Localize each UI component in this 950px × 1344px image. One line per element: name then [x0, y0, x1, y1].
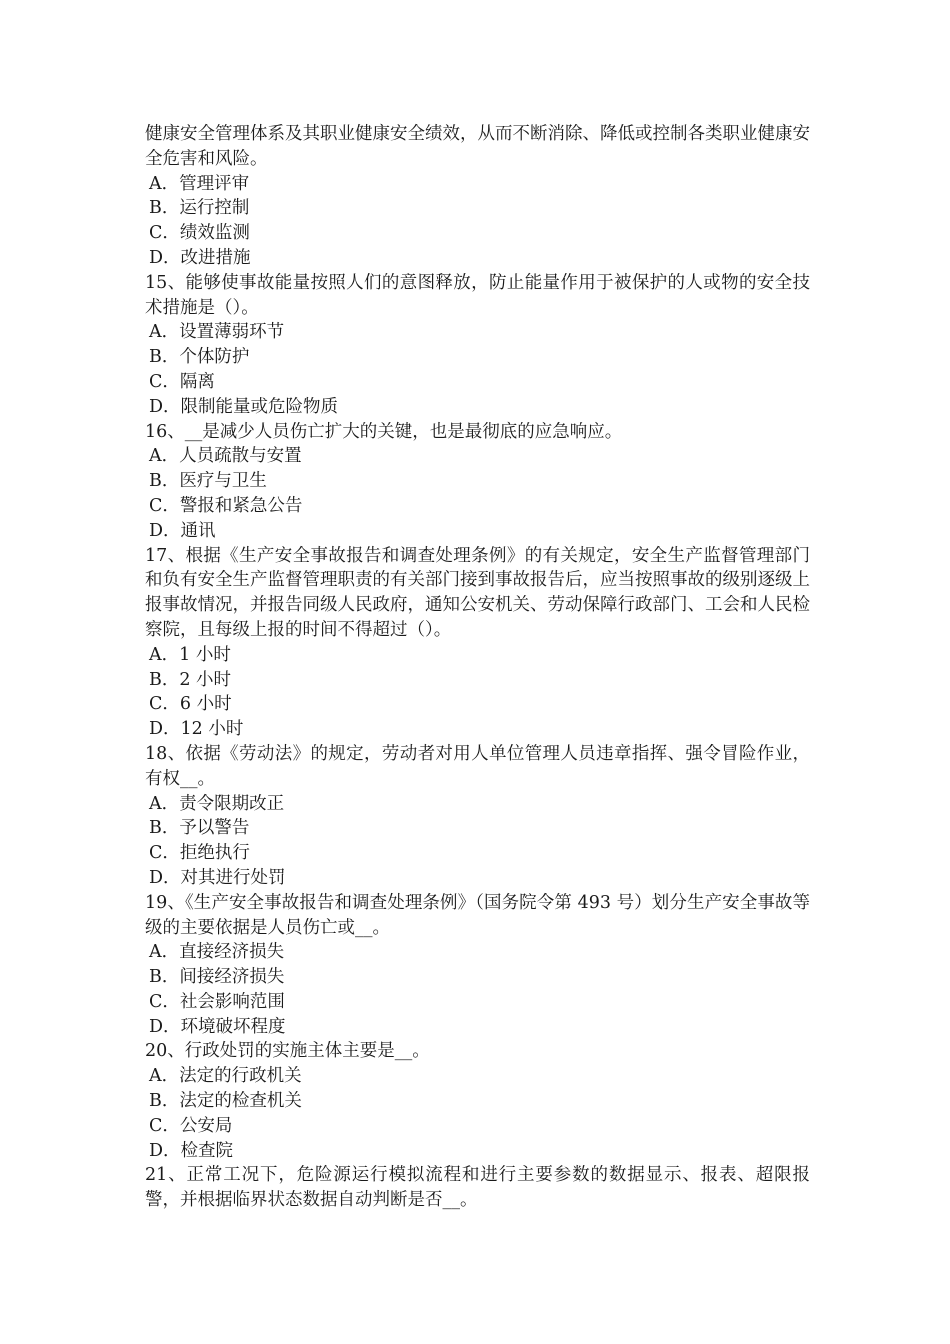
- question-text: 15、能够使事故能量按照人们的意图释放，防止能量作用于被保护的人或物的安全技术措施是（）。: [145, 272, 810, 318]
- question-17: [145, 544, 810, 742]
- option-d: D．环境破坏程度: [149, 1016, 286, 1037]
- option-a: A．责令限期改正: [149, 793, 285, 814]
- question-text: 21、正常工况下，危险源运行模拟流程和进行主要参数的数据显示、报表、超限报警，并根据临界状态数据自动判断是否__。: [145, 1165, 810, 1211]
- option-b: B．法定的检查机关: [149, 1091, 302, 1112]
- question-15: [145, 271, 810, 420]
- option-b: B．个体防护: [149, 347, 250, 368]
- document-page: [145, 122, 810, 1213]
- option-d: D．通讯: [149, 520, 216, 541]
- question-text: 16、__是减少人员伤亡扩大的关键，也是最彻底的应急响应。: [145, 421, 623, 442]
- intro-text: 健康安全管理体系及其职业健康安全绩效，从而不断消除、降低或控制各类职业健康安全危害和风险。: [145, 124, 810, 169]
- option-c: C．6 小时: [149, 694, 232, 715]
- option-c: C．公安局: [149, 1115, 233, 1136]
- question-21: [145, 1163, 810, 1213]
- option-d: D．检查院: [149, 1140, 234, 1161]
- option-d: D．对其进行处罚: [149, 867, 286, 888]
- option-d: D．限制能量或危险物质: [149, 396, 339, 417]
- question-text: 17、根据《生产安全事故报告和调查处理条例》的有关规定，安全生产监督管理部门和负有安全生产监督管理职责的有关部门接到事故报告后，应当按照事故的级别逐级上报事故情况，并报告同级人民政府，通知公安机关、劳动保障行政部门、工会和人民检察院，且每级上报的时间不得超过（）。: [145, 545, 810, 640]
- option-a: A．直接经济损失: [149, 942, 285, 963]
- option-b: B．间接经济损失: [149, 967, 285, 988]
- option-c: C．隔离: [149, 371, 215, 392]
- option-a: A．法定的行政机关: [149, 1066, 302, 1087]
- option-d: D．改进措施: [149, 247, 251, 268]
- intro-question: [145, 122, 810, 271]
- option-b: B．运行控制: [149, 198, 250, 219]
- option-c: C．社会影响范围: [149, 991, 285, 1012]
- question-text: 18、依据《劳动法》的规定，劳动者对用人单位管理人员违章指挥、强令冒险作业，有权__。: [145, 743, 810, 789]
- question-20: [145, 1039, 810, 1163]
- option-d: D．12 小时: [149, 719, 244, 740]
- question-18: [145, 742, 810, 891]
- option-a: A．人员疏散与安置: [149, 446, 302, 467]
- option-b: B．2 小时: [149, 669, 232, 690]
- question-text: 19、《生产安全事故报告和调查处理条例》（国务院令第 493 号）划分生产安全事故等级的主要依据是人员伤亡或__。: [145, 892, 810, 938]
- question-text: 20、行政处罚的实施主体主要是__。: [145, 1041, 430, 1062]
- option-b: B．医疗与卫生: [149, 471, 267, 492]
- question-16: [145, 420, 810, 544]
- option-a: A．设置薄弱环节: [149, 322, 285, 343]
- option-c: C．绩效监测: [149, 223, 250, 244]
- question-19: [145, 891, 810, 1040]
- option-c: C．拒绝执行: [149, 843, 250, 864]
- option-a: A．1 小时: [149, 644, 231, 665]
- option-a: A．管理评审: [149, 173, 250, 194]
- option-b: B．予以警告: [149, 818, 250, 839]
- option-c: C．警报和紧急公告: [149, 495, 303, 516]
